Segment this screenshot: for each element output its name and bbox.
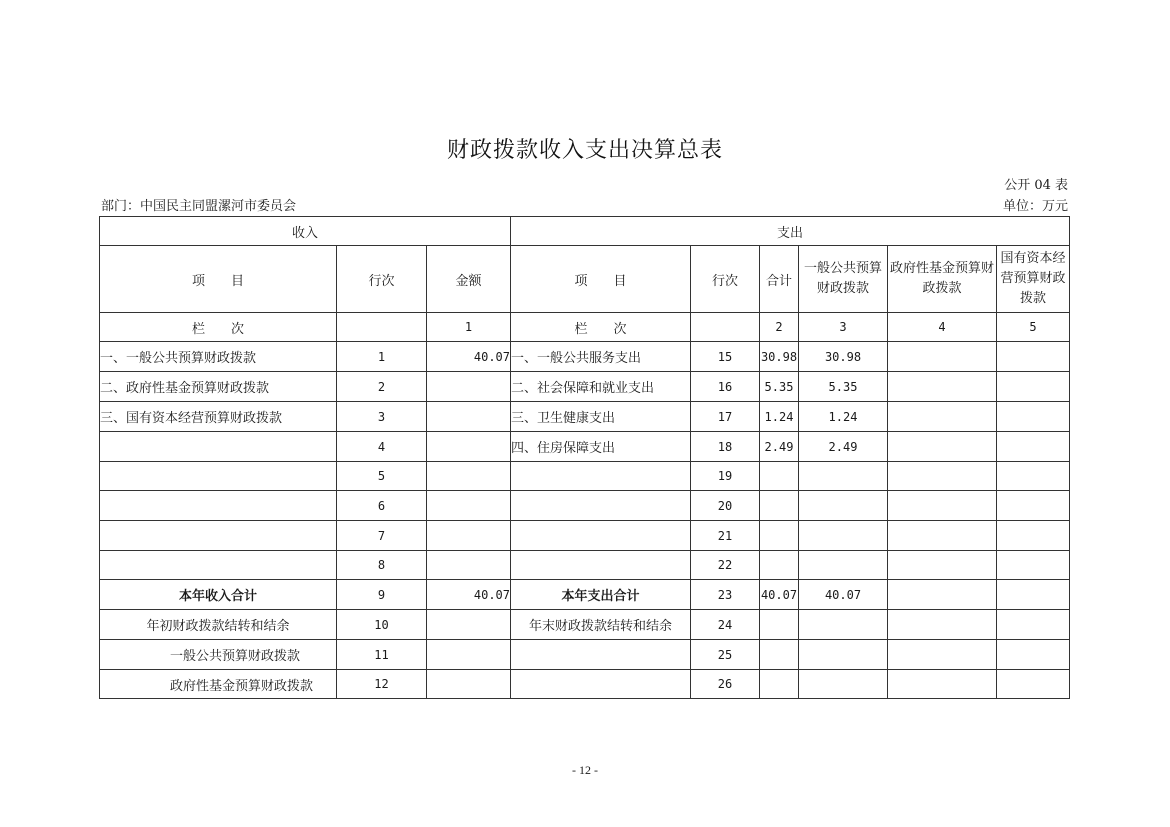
table-row: [100, 551, 1070, 580]
income-item: 年初财政拨款结转和结余: [100, 610, 337, 640]
expense-fund: [888, 491, 997, 521]
table-row: [100, 432, 1070, 462]
income-total-amount: 40.07: [427, 580, 511, 610]
col-expense-fund: 政府性基金预算财政拨款: [888, 246, 997, 313]
expense-line: 24: [691, 610, 760, 640]
income-line: 6: [337, 491, 427, 521]
income-amount: [427, 521, 511, 551]
income-line: 1: [337, 342, 427, 372]
income-amount: [427, 640, 511, 670]
col-expense-item: 项 目: [511, 246, 691, 313]
expense-line: 22: [691, 551, 760, 580]
expense-total: 40.07: [760, 580, 799, 610]
income-item: 一、一般公共预算财政拨款: [100, 342, 337, 372]
income-line: 7: [337, 521, 427, 551]
income-item: [100, 551, 337, 580]
income-line: 4: [337, 432, 427, 462]
index-income-amount: 1: [427, 313, 511, 342]
expense-state-capital: [997, 491, 1070, 521]
fiscal-summary-table: [99, 216, 1070, 699]
expense-fund: [888, 462, 997, 491]
col-income-line: 行次: [337, 246, 427, 313]
expense-item: 年末财政拨款结转和结余: [511, 610, 691, 640]
expense-item: 一、一般公共服务支出: [511, 342, 691, 372]
expense-item: [511, 521, 691, 551]
income-line: 8: [337, 551, 427, 580]
income-amount: [427, 402, 511, 432]
col-expense-general: 一般公共预算财政拨款: [799, 246, 888, 313]
income-line: 5: [337, 462, 427, 491]
expense-state-capital: [997, 670, 1070, 699]
table-row: [100, 342, 1070, 372]
table-row: [100, 610, 1070, 640]
table-row: [100, 670, 1070, 699]
expense-state-capital: [997, 462, 1070, 491]
expense-total: 2.49: [760, 432, 799, 462]
table-row: [100, 521, 1070, 551]
expense-fund: [888, 372, 997, 402]
expense-total: [760, 491, 799, 521]
income-item: [100, 491, 337, 521]
income-line: 2: [337, 372, 427, 402]
income-line: 3: [337, 402, 427, 432]
expense-total: [760, 640, 799, 670]
income-total-row: [100, 580, 1070, 610]
expense-fund: [888, 432, 997, 462]
income-amount: [427, 610, 511, 640]
income-line: 10: [337, 610, 427, 640]
income-amount: [427, 551, 511, 580]
expense-general: [799, 610, 888, 640]
index-expense-state-capital: 5: [997, 313, 1070, 342]
table-row: [100, 462, 1070, 491]
page-number: - 12 -: [572, 763, 598, 777]
table-row: [100, 640, 1070, 670]
index-expense-fund: 4: [888, 313, 997, 342]
expense-total: 1.24: [760, 402, 799, 432]
income-amount: [427, 491, 511, 521]
expense-state-capital: [997, 551, 1070, 580]
unit-label: 单位：万元: [1002, 199, 1068, 214]
expense-item: 三、卫生健康支出: [511, 402, 691, 432]
income-line: 9: [337, 580, 427, 610]
income-line: 11: [337, 640, 427, 670]
expense-total: [760, 610, 799, 640]
expense-item: [511, 670, 691, 699]
index-income-label: 栏 次: [100, 313, 337, 342]
expense-item: [511, 640, 691, 670]
income-amount: [427, 670, 511, 699]
expense-fund: [888, 640, 997, 670]
expense-fund: [888, 551, 997, 580]
col-income-amount: 金额: [427, 246, 511, 313]
expense-state-capital: [997, 521, 1070, 551]
expense-item: [511, 462, 691, 491]
index-income-line: [337, 313, 427, 342]
expense-general: [799, 640, 888, 670]
expense-general: [799, 462, 888, 491]
expense-total: [760, 670, 799, 699]
table-row: [100, 372, 1070, 402]
expense-fund: [888, 580, 997, 610]
expense-general: [799, 551, 888, 580]
expense-general: 1.24: [799, 402, 888, 432]
expense-line: 23: [691, 580, 760, 610]
income-item: 政府性基金预算财政拨款: [100, 670, 337, 699]
expense-item: 四、住房保障支出: [511, 432, 691, 462]
department-label: 部门：中国民主同盟漯河市委员会: [101, 199, 297, 214]
expense-fund: [888, 670, 997, 699]
expense-general: 5.35: [799, 372, 888, 402]
form-code: 公开 04 表: [1004, 178, 1068, 193]
expense-item: [511, 551, 691, 580]
expense-section-header: 支出: [511, 217, 1070, 246]
expense-state-capital: [997, 640, 1070, 670]
index-expense-label: 栏 次: [511, 313, 691, 342]
expense-general: 30.98: [799, 342, 888, 372]
expense-line: 21: [691, 521, 760, 551]
expense-fund: [888, 342, 997, 372]
expense-item: 二、社会保障和就业支出: [511, 372, 691, 402]
expense-state-capital: [997, 342, 1070, 372]
income-total-label: 本年收入合计: [100, 580, 337, 610]
income-item: 一般公共预算财政拨款: [100, 640, 337, 670]
expense-general: [799, 491, 888, 521]
expense-state-capital: [997, 580, 1070, 610]
col-income-item: 项 目: [100, 246, 337, 313]
income-item: [100, 521, 337, 551]
table-row: [100, 491, 1070, 521]
expense-state-capital: [997, 610, 1070, 640]
page-title: 财政拨款收入支出决算总表: [446, 138, 723, 163]
income-amount: [427, 462, 511, 491]
expense-line: 20: [691, 491, 760, 521]
expense-state-capital: [997, 372, 1070, 402]
expense-fund: [888, 610, 997, 640]
income-item: 二、政府性基金预算财政拨款: [100, 372, 337, 402]
expense-line: 16: [691, 372, 760, 402]
col-expense-total: 合计: [760, 246, 799, 313]
expense-line: 15: [691, 342, 760, 372]
expense-general: [799, 521, 888, 551]
income-item: [100, 462, 337, 491]
expense-total: [760, 521, 799, 551]
column-header-row: [100, 246, 1070, 313]
expense-fund: [888, 521, 997, 551]
expense-item: [511, 491, 691, 521]
income-line: 12: [337, 670, 427, 699]
income-section-header: 收入: [100, 217, 511, 246]
section-header-row: [100, 217, 1070, 246]
income-amount: 40.07: [427, 342, 511, 372]
index-expense-total: 2: [760, 313, 799, 342]
expense-line: 17: [691, 402, 760, 432]
expense-total: 30.98: [760, 342, 799, 372]
col-expense-line: 行次: [691, 246, 760, 313]
income-item: [100, 432, 337, 462]
expense-general: 2.49: [799, 432, 888, 462]
expense-total-label: 本年支出合计: [511, 580, 691, 610]
index-expense-general: 3: [799, 313, 888, 342]
expense-general: [799, 670, 888, 699]
income-amount: [427, 372, 511, 402]
column-index-row: [100, 313, 1070, 342]
index-expense-line: [691, 313, 760, 342]
income-item: 三、国有资本经营预算财政拨款: [100, 402, 337, 432]
expense-line: 18: [691, 432, 760, 462]
expense-line: 19: [691, 462, 760, 491]
expense-line: 25: [691, 640, 760, 670]
expense-state-capital: [997, 402, 1070, 432]
expense-line: 26: [691, 670, 760, 699]
table-row: [100, 402, 1070, 432]
expense-fund: [888, 402, 997, 432]
col-expense-state-capital: 国有资本经营预算财政拨款: [997, 246, 1070, 313]
expense-total: 5.35: [760, 372, 799, 402]
expense-state-capital: [997, 432, 1070, 462]
income-amount: [427, 432, 511, 462]
expense-total: [760, 462, 799, 491]
expense-general: 40.07: [799, 580, 888, 610]
expense-total: [760, 551, 799, 580]
